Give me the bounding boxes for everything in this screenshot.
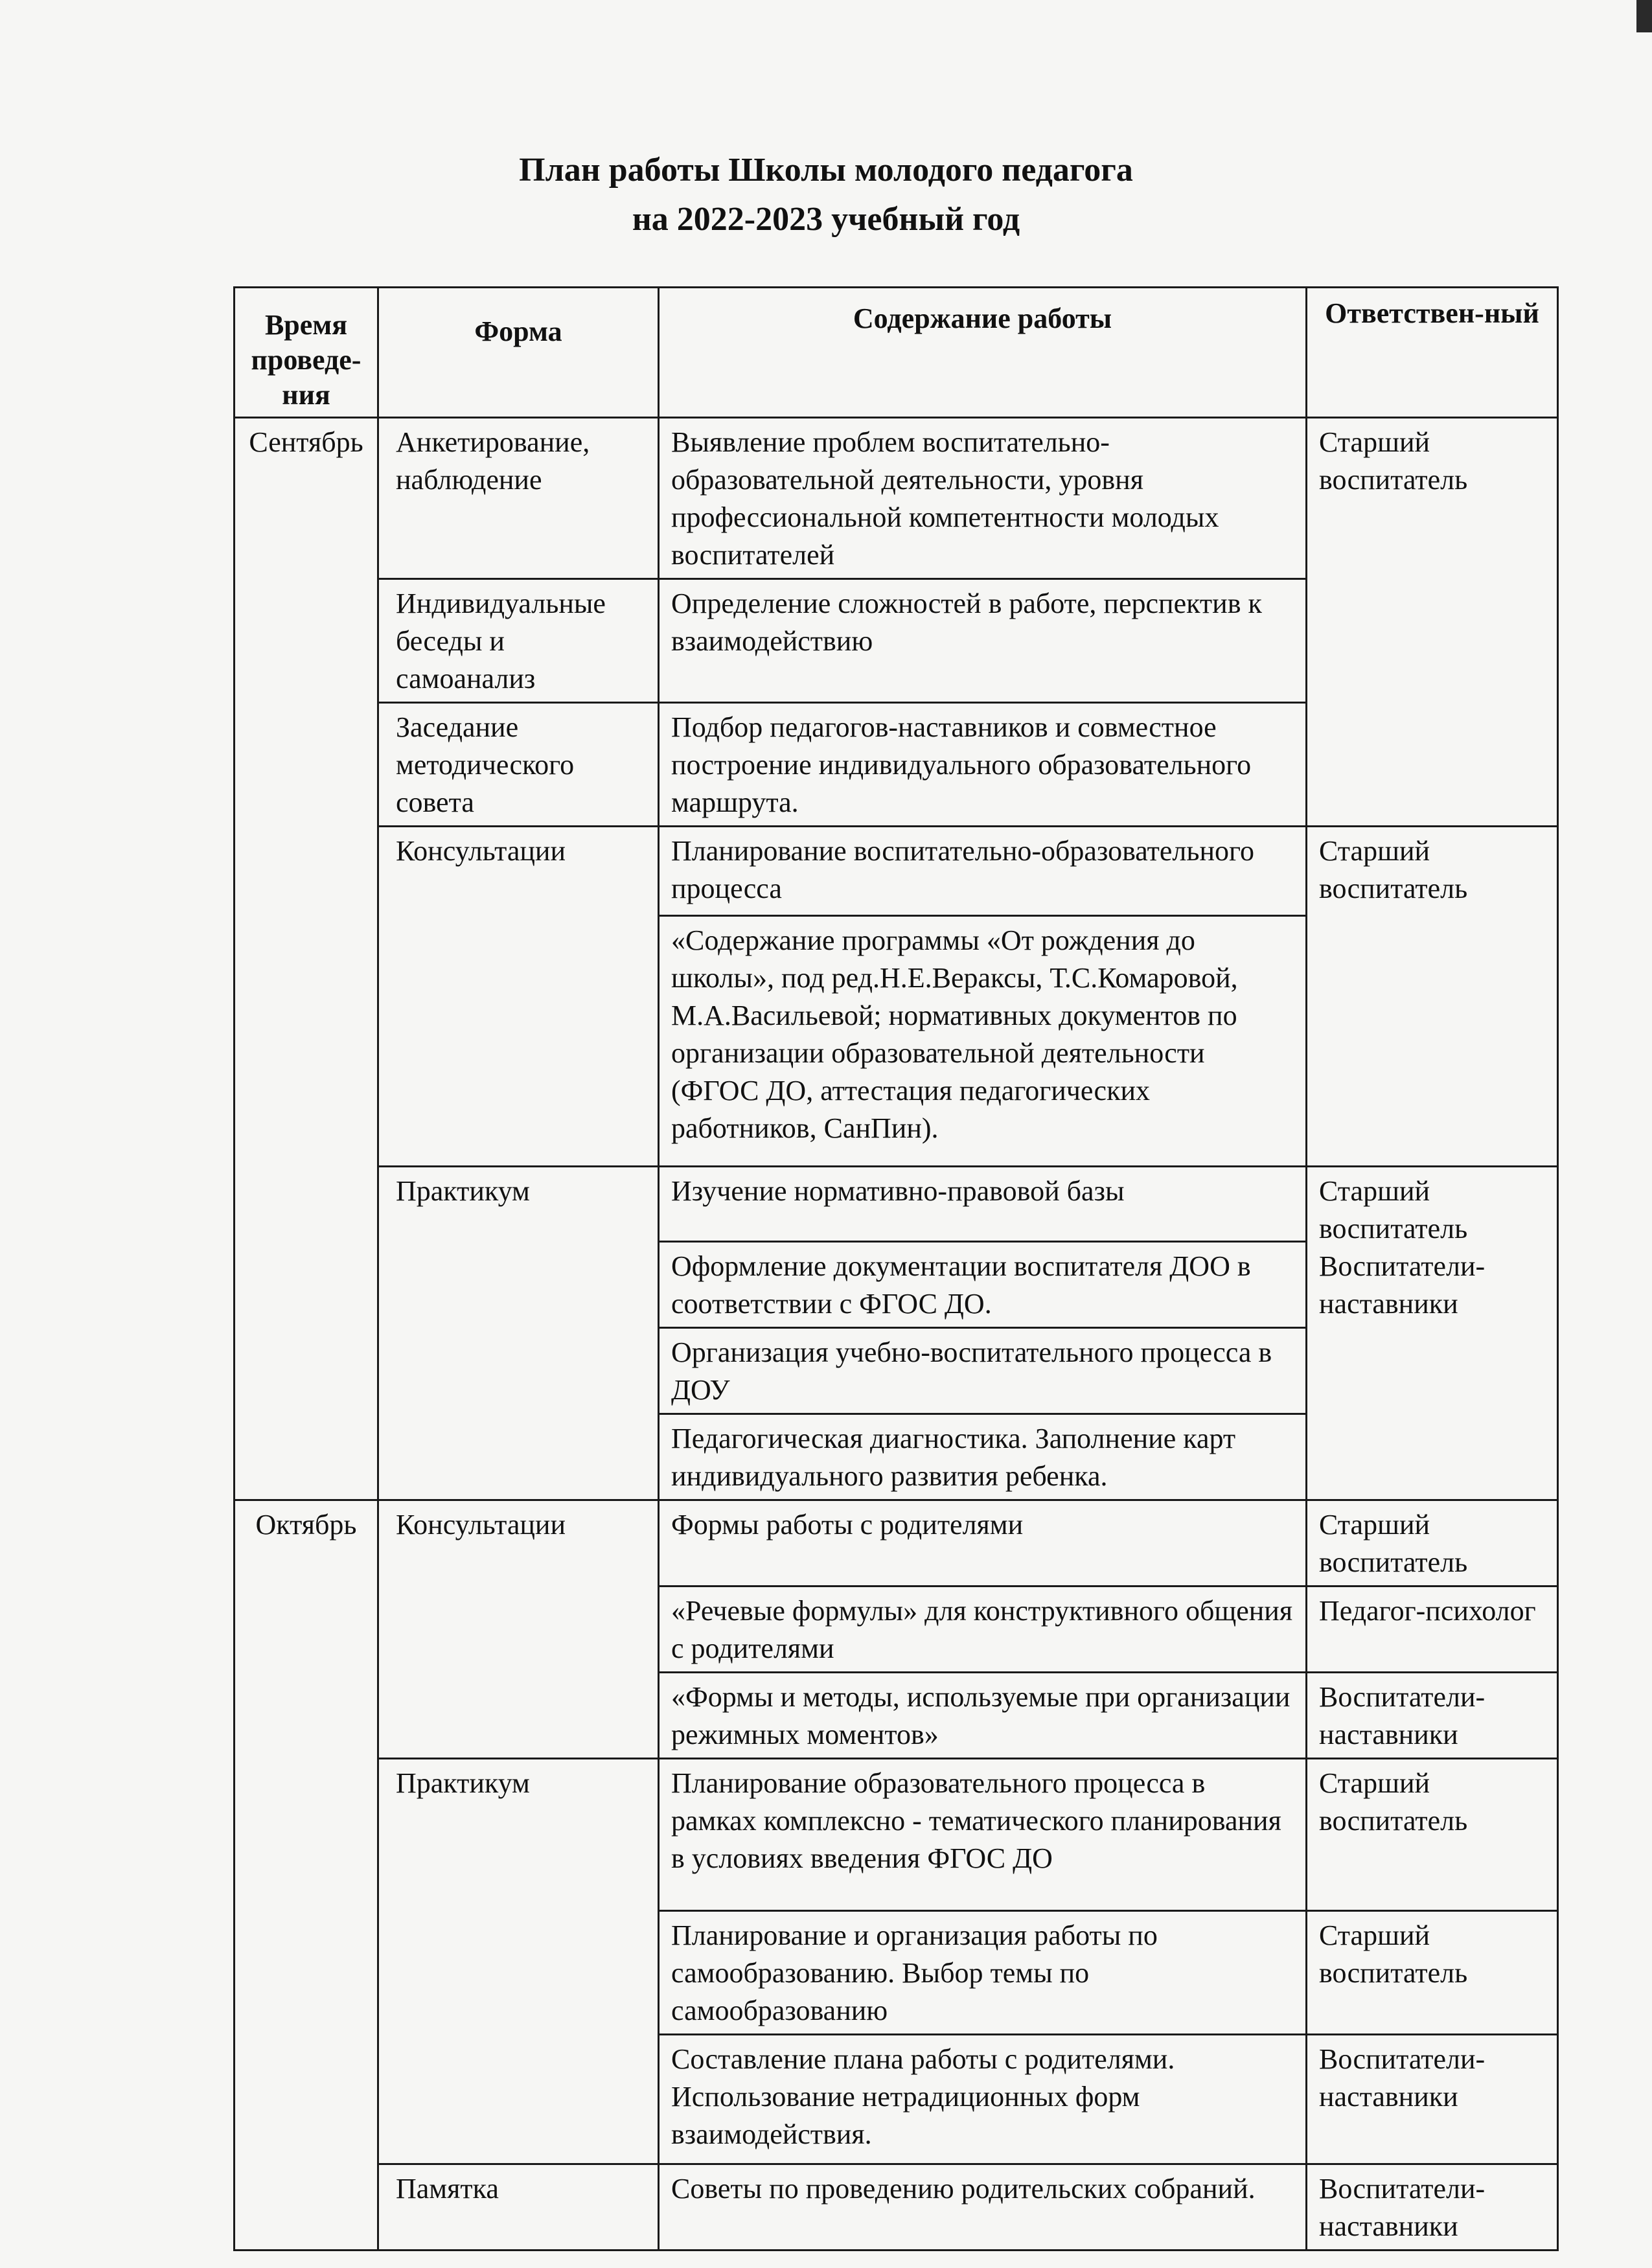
form-cell: Анкетирование, наблюдение: [378, 418, 659, 579]
responsible-cell: Старший воспитатель: [1307, 1911, 1558, 2035]
content-cell: «Речевые формулы» для конструктивного общения с родителями: [659, 1586, 1307, 1673]
form-cell: Индивидуальные беседы и самоанализ: [378, 579, 659, 703]
responsible-cell: Воспитатели-наставники: [1307, 2164, 1558, 2251]
content-cell: Изучение нормативно-правовой базы: [659, 1167, 1307, 1242]
content-cell: Определение сложностей в работе, перспектив к взаимодействию: [659, 579, 1307, 703]
content-cell: Выявление проблем воспитательно-образовательной деятельности, уровня профессиональной компетентности молодых воспитателей: [659, 418, 1307, 579]
title-line-1: План работы Школы молодого педагога: [519, 152, 1133, 189]
form-cell: Консультации: [378, 1500, 659, 1759]
work-plan-table: [233, 286, 1559, 2251]
content-cell: Планирование образовательного процесса в рамках комплексно - тематического планирования в условиях введения ФГОС ДО: [659, 1759, 1307, 1911]
table-row: [235, 1759, 1558, 1911]
responsible-cell: Старший воспитатель: [1307, 418, 1558, 827]
header-time: Время проведе-ния: [235, 288, 378, 418]
responsible-cell: Педагог-психолог: [1307, 1586, 1558, 1673]
month-october: Октябрь: [235, 1500, 378, 2251]
content-cell: Планирование и организация работы по самообразованию. Выбор темы по самообразованию: [659, 1911, 1307, 2035]
content-cell: Организация учебно-воспитательного процесса в ДОУ: [659, 1328, 1307, 1414]
table-header-row: [235, 288, 1558, 418]
content-cell: Составление плана работы с родителями. Использование нетрадиционных форм взаимодействия.: [659, 2035, 1307, 2164]
form-cell: Консультации: [378, 827, 659, 1167]
title-line-2: на 2022-2023 учебный год: [632, 201, 1020, 238]
content-cell: «Содержание программы «От рождения до школы», под ред.Н.Е.Вераксы, Т.С.Комаровой, М.А.Васильевой; нормативных документов по организации образовательной деятельности (ФГОС ДО, аттестация педагогических работников, СанПин).: [659, 916, 1307, 1167]
responsible-cell: Воспитатели-наставники: [1307, 1673, 1558, 1759]
content-cell: Планирование воспитательно-образовательного процесса: [659, 827, 1307, 916]
table-row: [235, 1167, 1558, 1242]
responsible-line: Старший воспитатель: [1319, 1175, 1468, 1244]
month-september: Сентябрь: [235, 418, 378, 1500]
responsible-cell: Старший воспитатель: [1307, 827, 1558, 1167]
page-title: [0, 146, 1652, 244]
content-cell: Педагогическая диагностика. Заполнение карт индивидуального развития ребенка.: [659, 1414, 1307, 1500]
table-row: [235, 827, 1558, 916]
scan-edge-mark: [1636, 0, 1652, 32]
header-form: Форма: [378, 288, 659, 418]
form-cell: Практикум: [378, 1759, 659, 2164]
responsible-cell: Старший воспитатель: [1307, 1759, 1558, 1911]
table-row: [235, 1500, 1558, 1586]
content-cell: Советы по проведению родительских собраний.: [659, 2164, 1307, 2251]
responsible-cell: Старший воспитатель: [1307, 1500, 1558, 1586]
form-cell: Памятка: [378, 2164, 659, 2251]
responsible-cell: Воспитатели-наставники: [1307, 2035, 1558, 2164]
form-cell: Практикум: [378, 1167, 659, 1500]
content-cell: «Формы и методы, используемые при организации режимных моментов»: [659, 1673, 1307, 1759]
table-row: [235, 418, 1558, 579]
content-cell: Подбор педагогов-наставников и совместное построение индивидуального образовательного маршрута.: [659, 703, 1307, 827]
header-responsible: Ответствен-ный: [1307, 288, 1558, 418]
table-row: [235, 2164, 1558, 2251]
header-content: Содержание работы: [659, 288, 1307, 418]
form-cell: Заседание методического совета: [378, 703, 659, 827]
responsible-cell: [1307, 1167, 1558, 1500]
content-cell: Формы работы с родителями: [659, 1500, 1307, 1586]
content-cell: Оформление документации воспитателя ДОО в соответствии с ФГОС ДО.: [659, 1242, 1307, 1328]
responsible-line: Воспитатели-наставники: [1319, 1250, 1486, 1320]
